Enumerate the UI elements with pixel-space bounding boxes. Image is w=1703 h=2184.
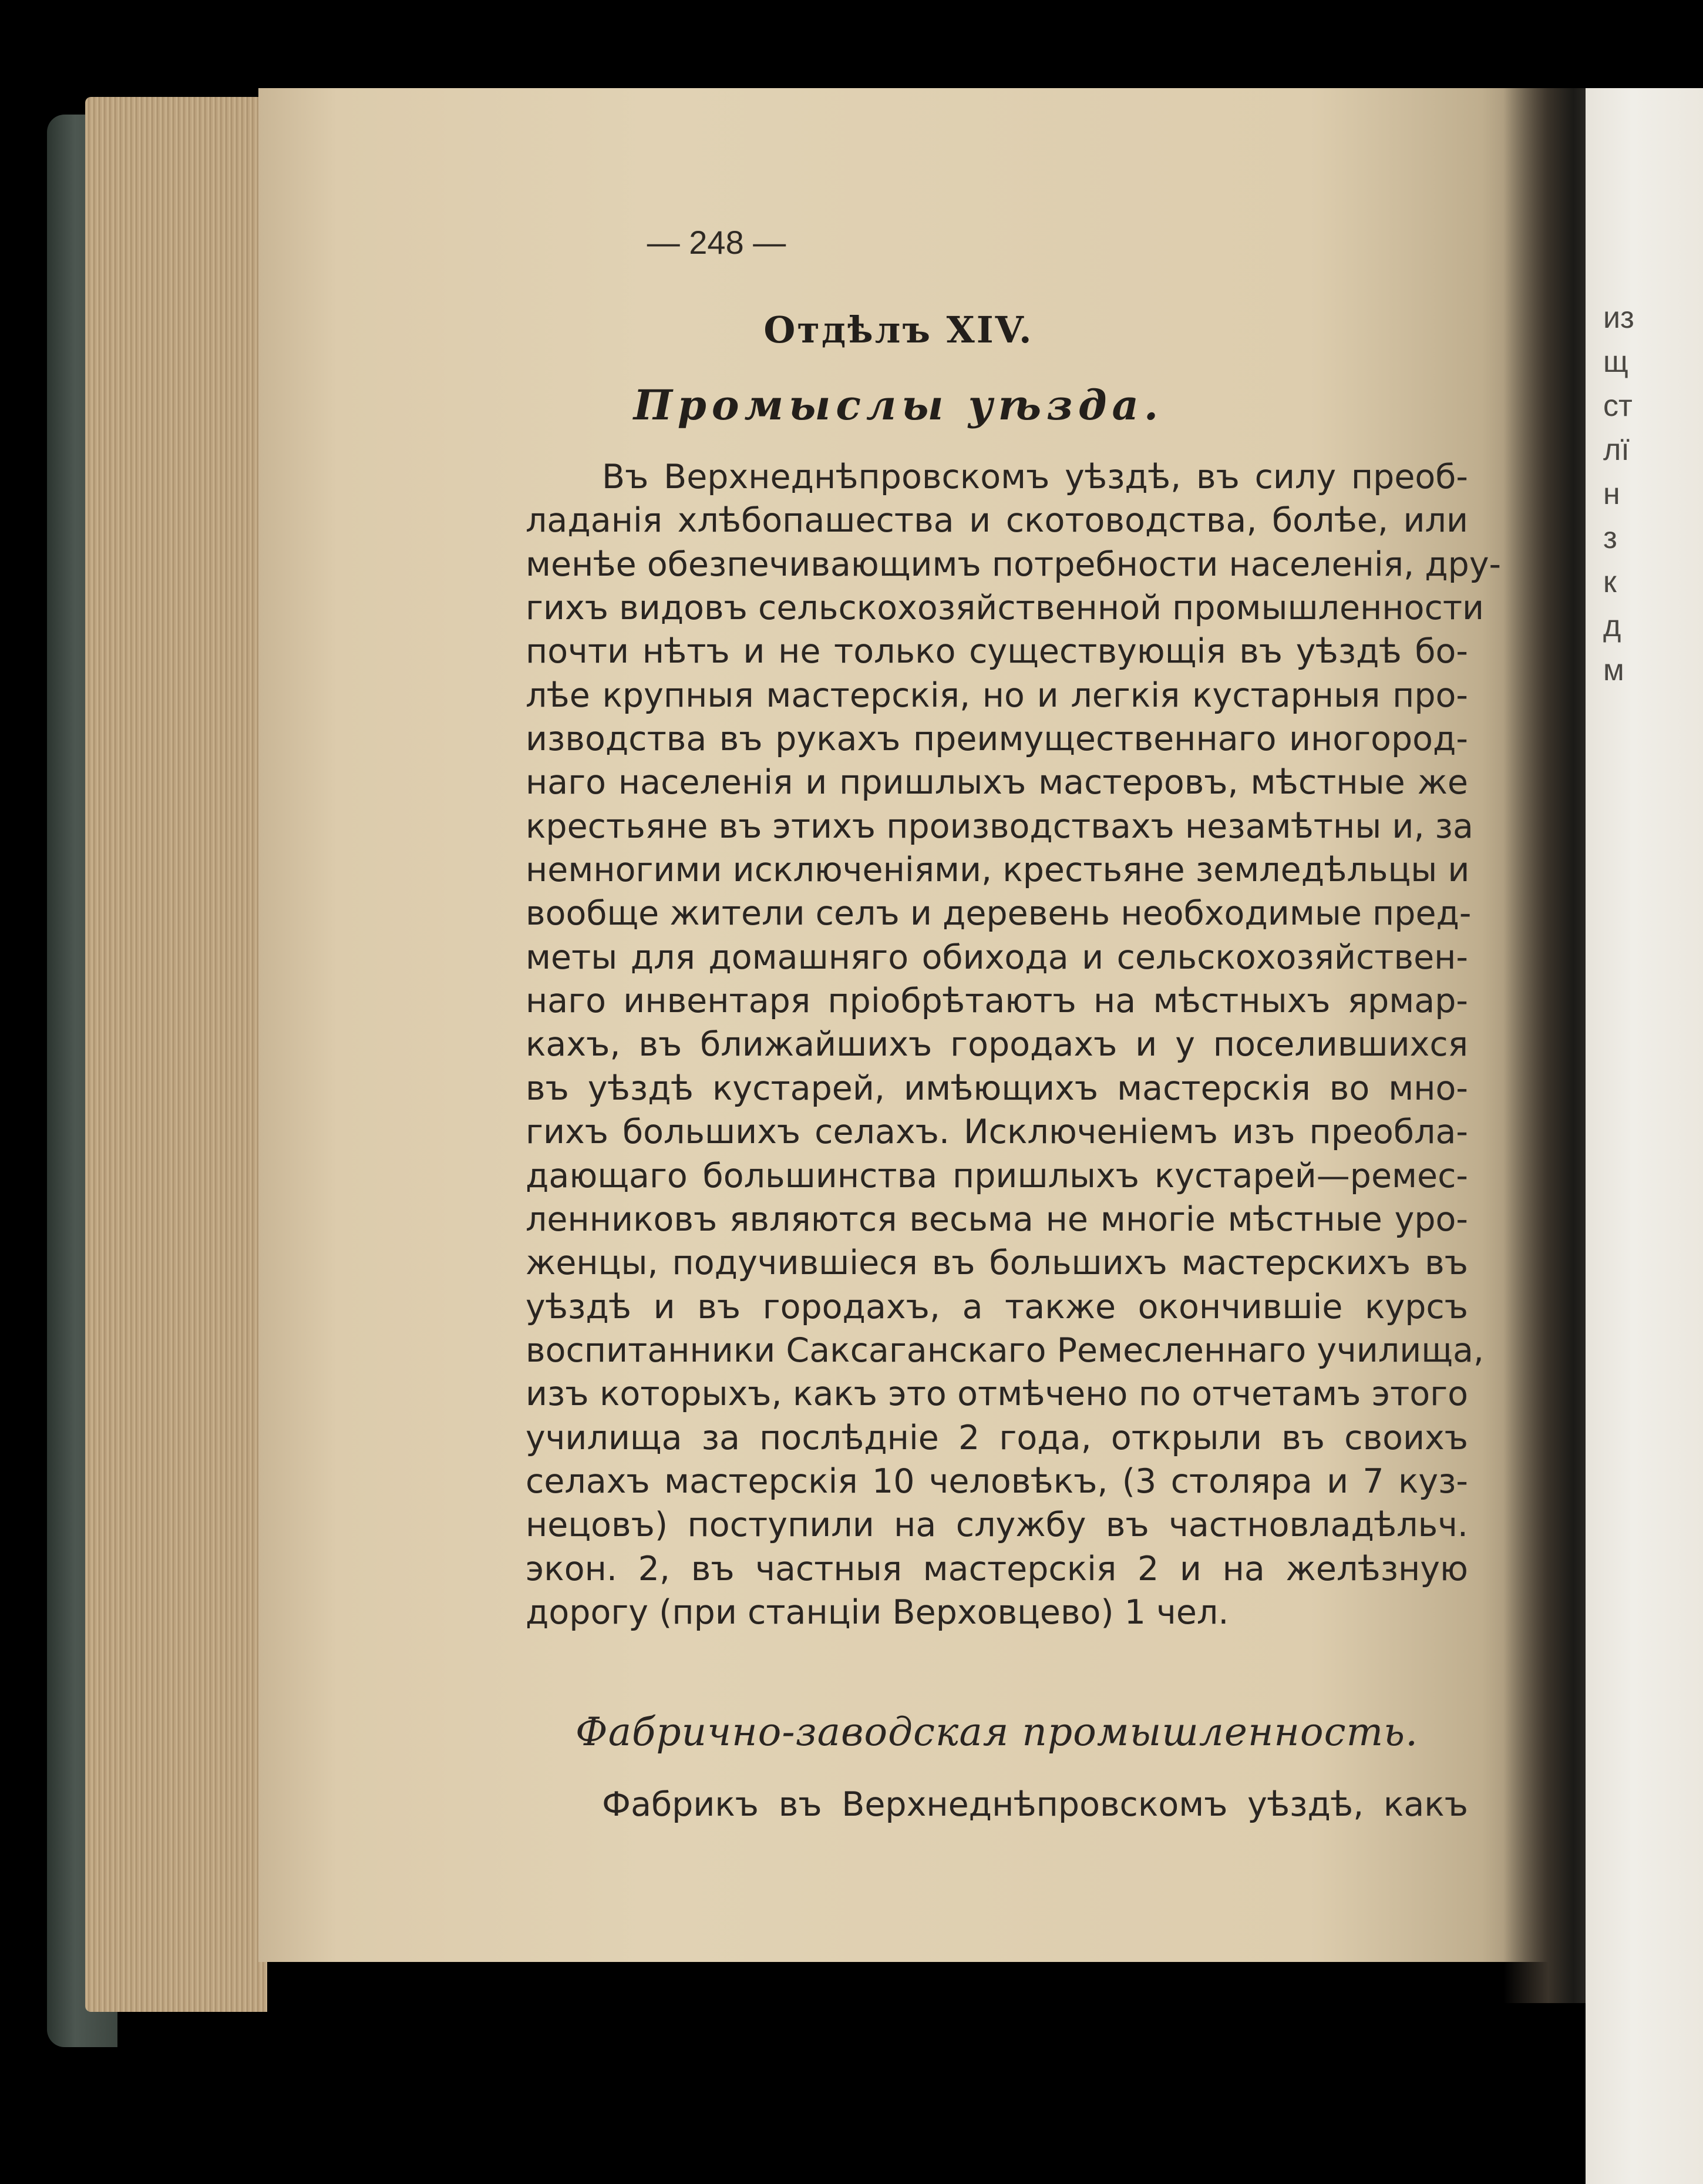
subsection-title: Фабрично-заводская промышленность.: [575, 1709, 1419, 1755]
page-edges: [85, 97, 267, 2012]
paragraph-line: немногими исключеніями, крестьяне земледѣльцы и: [526, 851, 1470, 890]
section-title: Промыслы уѣзда.: [633, 381, 1164, 429]
paragraph-line: уѣздѣ и въ городахъ, а также окончившіе курсъ: [526, 1287, 1468, 1326]
paragraph-line: наго инвентаря пріобрѣтаютъ на мѣстныхъ ярмар-: [526, 982, 1468, 1021]
paragraph-line: гихъ большихъ селахъ. Исключеніемъ изъ преобла-: [526, 1113, 1468, 1152]
paragraph-line: менѣе обезпечивающимъ потребности населенія, дру-: [526, 545, 1502, 584]
right-page-fragment: н: [1603, 477, 1620, 511]
right-page-fragment: к: [1603, 565, 1617, 599]
paragraph-line: наго населенія и пришлыхъ мастеровъ, мѣстные же: [526, 763, 1468, 802]
right-page-fragment: щ: [1603, 345, 1628, 379]
paragraph: [526, 455, 1502, 1634]
paragraph-line: экон. 2, въ частныя мастерскія 2 и на желѣзную: [526, 1549, 1468, 1588]
paragraph-line: почти нѣтъ и не только существующія въ уѣздѣ бо-: [526, 632, 1468, 671]
paragraph-line: нецовъ) поступили на службу въ частновладѣльч.: [526, 1506, 1468, 1545]
paragraph-line: дорогу (при станціи Верховцево) 1 чел.: [526, 1592, 1229, 1632]
page-number: — 248 —: [647, 224, 786, 261]
next-paragraph-start: Фабрикъ въ Верхнеднѣпровскомъ уѣздѣ, какъ: [602, 1785, 1468, 1824]
right-page-fragment: из: [1603, 301, 1634, 335]
right-page-fragment: д: [1603, 609, 1621, 643]
paragraph-line: ладанія хлѣбопашества и скотоводства, болѣе, или: [526, 501, 1468, 540]
right-page-fragment: ст: [1603, 389, 1633, 423]
paragraph-line: въ уѣздѣ кустарей, имѣющихъ мастерскія во мно-: [526, 1069, 1468, 1108]
paragraph-line: гихъ видовъ сельскохозяйственной промышленности: [526, 589, 1485, 628]
paragraph-line: воспитанники Саксаганскаго Ремесленнаго училища,: [526, 1330, 1485, 1370]
paragraph-line: училища за послѣдніе 2 года, открыли въ своихъ: [526, 1418, 1468, 1457]
paragraph-line: изъ которыхъ, какъ это отмѣчено по отчетамъ этого: [526, 1375, 1468, 1414]
right-page-fragment: м: [1603, 653, 1624, 687]
paragraph-line: изводства въ рукахъ преимущественнаго иногород-: [526, 720, 1468, 759]
paragraph-line: кахъ, въ ближайшихъ городахъ и у поселившихся: [526, 1025, 1468, 1064]
right-page-fragment: з: [1603, 521, 1617, 555]
paragraph-line: вообще жители селъ и деревень необходимые пред-: [526, 894, 1472, 933]
section-heading: Отдѣлъ XIV.: [763, 308, 1034, 351]
paragraph-line: крестьяне въ этихъ производствахъ незамѣтны и, за: [526, 807, 1473, 846]
paragraph-line: ленниковъ являются весьма не многіе мѣстные уро-: [526, 1199, 1468, 1239]
right-page: [1586, 88, 1703, 2184]
paragraph-line: женцы, подучившіеся въ большихъ мастерскихъ въ: [526, 1244, 1468, 1283]
paragraph-line: дающаго большинства пришлыхъ кустарей—ремес-: [526, 1156, 1468, 1195]
paragraph-line: меты для домашняго обихода и сельскохозяйствен-: [526, 938, 1468, 977]
right-page-fragment: лї: [1603, 433, 1630, 467]
paragraph-line: Въ Верхнеднѣпровскомъ уѣздѣ, въ силу преоб-: [602, 458, 1468, 496]
paragraph-line: селахъ мастерскія 10 человѣкъ, (3 столяра и 7 куз-: [526, 1461, 1468, 1501]
paragraph-line: лѣе крупныя мастерскія, но и легкія кустарныя про-: [526, 676, 1468, 715]
